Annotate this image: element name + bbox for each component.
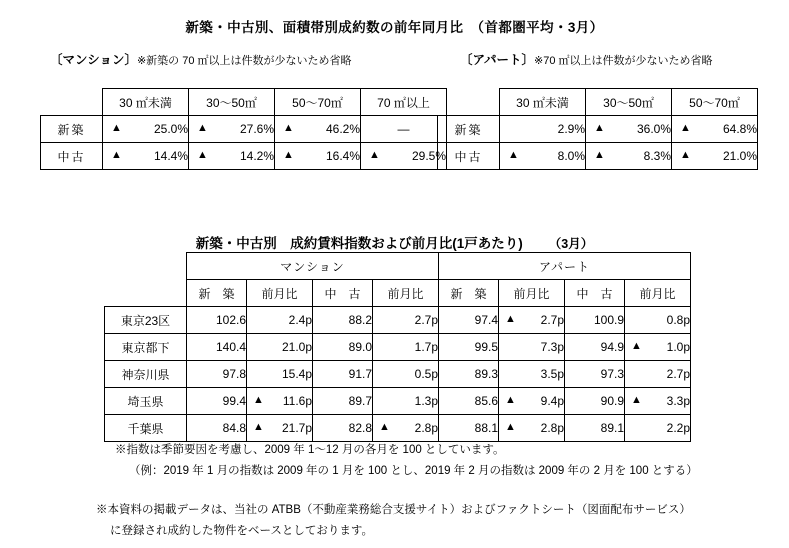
triangle-icon: ▲	[680, 149, 691, 161]
triangle-icon: ▲	[594, 149, 605, 161]
cell-value: 88.2	[348, 313, 372, 327]
cell-value: 11.6p	[282, 394, 312, 408]
data-cell	[586, 116, 672, 143]
data-cell	[439, 388, 499, 415]
mansion-caption	[50, 50, 352, 68]
cell-value: 0.5p	[414, 367, 438, 381]
data-cell	[625, 307, 691, 334]
apart-caption-bracket: 〔アパート〕	[460, 53, 535, 67]
column-header: 30 ㎡未満	[500, 89, 586, 116]
cell-value: 88.1	[474, 421, 498, 435]
triangle-icon: ▲	[631, 394, 642, 406]
data-cell	[275, 143, 361, 170]
data-cell	[189, 116, 275, 143]
cell-value: 140.4	[215, 340, 246, 354]
column-header: 50～70㎡	[672, 89, 758, 116]
cell-value: 97.8	[222, 367, 246, 381]
cell-value: 15.4p	[281, 367, 312, 381]
triangle-icon: ▲	[197, 149, 208, 161]
corner-cell	[41, 89, 103, 116]
cell-value: 2.7p	[540, 313, 564, 327]
data-cell	[373, 361, 439, 388]
cell-value: 2.2p	[666, 421, 690, 435]
cell-value: 2.8p	[414, 421, 438, 435]
triangle-icon: ▲	[369, 149, 380, 161]
section2-title: 新築・中古別 成約賃料指数および前月比(1戸あたり)	[195, 236, 523, 251]
cell-value: 1.7p	[414, 340, 438, 354]
triangle-icon: ▲	[379, 421, 390, 433]
cell-value: 97.4	[474, 313, 498, 327]
data-cell	[439, 415, 499, 442]
cell-value: 2.8p	[540, 421, 564, 435]
data-cell	[625, 388, 691, 415]
footnote-line-1: ※本資料の掲載データは、当社の ATBB（不動産業務総合支援サイト）およびファクトシート（図面配布サービス）	[96, 504, 691, 516]
cell-value: 21.0%	[722, 149, 757, 163]
column-header: 新 築	[439, 280, 499, 307]
table-row	[105, 415, 691, 442]
data-cell	[103, 116, 189, 143]
data-cell	[439, 307, 499, 334]
cell-value: 3.3p	[666, 394, 690, 408]
table-row	[105, 334, 691, 361]
data-cell	[499, 415, 565, 442]
column-header: 30～50㎡	[586, 89, 672, 116]
table-row	[105, 307, 691, 334]
data-cell	[313, 307, 373, 334]
section2-month: （3月）	[548, 237, 594, 251]
cell-value: 8.3%	[643, 149, 671, 163]
row-header: 新築	[438, 116, 500, 143]
data-cell	[439, 334, 499, 361]
data-cell	[187, 307, 247, 334]
data-cell: —	[361, 116, 447, 143]
apart-caption	[460, 50, 713, 68]
cell-value: 1.3p	[414, 394, 438, 408]
cell-value: 85.6	[474, 394, 498, 408]
data-cell	[247, 388, 313, 415]
data-cell	[565, 361, 625, 388]
cell-value: 89.1	[600, 421, 624, 435]
cell-value: 25.0%	[153, 122, 188, 136]
cell-value: 0.8p	[666, 313, 690, 327]
table-row	[41, 116, 447, 143]
data-cell	[625, 415, 691, 442]
group-header-apart: アパート	[439, 253, 691, 280]
row-header: 中古	[438, 143, 500, 170]
cell-value: 21.0p	[281, 340, 312, 354]
data-cell	[499, 388, 565, 415]
column-header: 50～70㎡	[275, 89, 361, 116]
data-cell	[187, 388, 247, 415]
data-cell	[313, 388, 373, 415]
cell-value: 36.0%	[636, 122, 671, 136]
table-row	[438, 143, 758, 170]
column-header: 中 古	[565, 280, 625, 307]
cell-value: 99.4	[222, 394, 246, 408]
triangle-icon: ▲	[253, 394, 264, 406]
apart-caption-note: ※70 ㎡以上は件数が少ないため省略	[534, 55, 713, 67]
row-header: 東京都下	[105, 334, 187, 361]
data-cell	[439, 361, 499, 388]
data-cell	[565, 334, 625, 361]
data-cell	[187, 334, 247, 361]
cell-value: 82.8	[348, 421, 372, 435]
cell-value: 89.7	[348, 394, 372, 408]
cell-value: 14.4%	[153, 149, 188, 163]
triangle-icon: ▲	[680, 122, 691, 134]
data-cell	[247, 334, 313, 361]
mansion-caption-note: ※新築の 70 ㎡以上は件数が少ないため省略	[136, 55, 352, 67]
data-cell	[565, 307, 625, 334]
data-cell	[625, 334, 691, 361]
cell-value: 21.7p	[281, 421, 312, 435]
corner-cell	[105, 253, 187, 307]
triangle-icon: ▲	[505, 421, 516, 433]
table-row	[105, 361, 691, 388]
column-header: 30～50㎡	[189, 89, 275, 116]
data-cell	[499, 334, 565, 361]
cell-value: 16.4%	[325, 149, 360, 163]
corner-cell	[438, 89, 500, 116]
triangle-icon: ▲	[505, 313, 516, 325]
cell-value: 91.7	[348, 367, 372, 381]
triangle-icon: ▲	[283, 149, 294, 161]
mansion-yoy-table	[40, 88, 447, 170]
rent-index-table	[104, 252, 691, 442]
note-line-2: （例：2019 年 1 月の指数は 2009 年の 1 月を 100 とし、2019 年 2 月の指数は 2009 年の 2 月を 100 とする）	[129, 465, 698, 478]
notes-block	[115, 440, 698, 483]
apart-yoy-table	[437, 88, 758, 170]
triangle-icon: ▲	[508, 149, 519, 161]
column-header: 前月比	[625, 280, 691, 307]
row-header: 新築	[41, 116, 103, 143]
note-line-1: ※指数は季節要因を考慮し、2009 年 1～12 月の各月を 100 としています。	[115, 444, 505, 456]
row-header: 千葉県	[105, 415, 187, 442]
column-header: 前月比	[499, 280, 565, 307]
data-cell	[373, 388, 439, 415]
data-cell	[499, 307, 565, 334]
data-cell	[672, 116, 758, 143]
data-cell	[373, 307, 439, 334]
cell-value: 97.3	[600, 367, 624, 381]
data-cell	[373, 415, 439, 442]
row-header: 埼玉県	[105, 388, 187, 415]
data-cell	[499, 361, 565, 388]
table-subheader-row	[105, 280, 691, 307]
cell-value: 99.5	[474, 340, 498, 354]
row-header: 中古	[41, 143, 103, 170]
table-header-row	[438, 89, 758, 116]
cell-value: 29.5%	[411, 149, 446, 163]
triangle-icon: ▲	[197, 122, 208, 134]
data-cell	[313, 361, 373, 388]
cell-value: 64.8%	[722, 122, 757, 136]
column-header: 70 ㎡以上	[361, 89, 447, 116]
row-header: 神奈川県	[105, 361, 187, 388]
data-cell	[247, 307, 313, 334]
cell-value: 7.3p	[540, 340, 564, 354]
footnote-block	[96, 500, 691, 541]
cell-value: 90.9	[600, 394, 624, 408]
triangle-icon: ▲	[111, 122, 122, 134]
column-header: 新 築	[187, 280, 247, 307]
cell-value: 8.0%	[557, 149, 585, 163]
cell-value: 46.2%	[325, 122, 360, 136]
footnote-line-2: に登録され成約した物件をベースとしております。	[110, 524, 374, 537]
data-cell	[625, 361, 691, 388]
data-cell	[103, 143, 189, 170]
table-header-row	[41, 89, 447, 116]
column-header: 前月比	[247, 280, 313, 307]
cell-value: 14.2%	[239, 149, 274, 163]
cell-value: 89.0	[348, 340, 372, 354]
data-cell	[187, 415, 247, 442]
data-cell	[565, 388, 625, 415]
data-cell	[275, 116, 361, 143]
data-cell	[565, 415, 625, 442]
section2-title-row	[0, 232, 789, 252]
data-cell	[313, 334, 373, 361]
data-cell	[187, 361, 247, 388]
data-cell	[247, 415, 313, 442]
data-cell	[500, 116, 586, 143]
data-cell	[672, 143, 758, 170]
cell-value: 1.0p	[666, 340, 690, 354]
data-cell	[189, 143, 275, 170]
cell-value: 3.5p	[540, 367, 564, 381]
column-header: 30 ㎡未満	[103, 89, 189, 116]
cell-value: 2.9%	[557, 122, 585, 136]
cell-value: 102.6	[215, 313, 246, 327]
row-header: 東京23区	[105, 307, 187, 334]
cell-value: 89.3	[474, 367, 498, 381]
group-header-mansion: マンション	[187, 253, 439, 280]
triangle-icon: ▲	[631, 340, 642, 352]
table-group-header-row	[105, 253, 691, 280]
cell-value: 27.6%	[239, 122, 274, 136]
triangle-icon: ▲	[253, 421, 264, 433]
data-cell	[586, 143, 672, 170]
triangle-icon: ▲	[594, 122, 605, 134]
data-cell	[313, 415, 373, 442]
section1-title: 新築・中古別、面積帯別成約数の前年同月比 （首都圏平均・3月）	[185, 20, 604, 35]
cell-value: 94.9	[600, 340, 624, 354]
cell-value: 2.7p	[666, 367, 690, 381]
cell-value: 100.9	[593, 313, 624, 327]
cell-value: 84.8	[222, 421, 246, 435]
table-row	[438, 116, 758, 143]
triangle-icon: ▲	[505, 394, 516, 406]
data-cell	[500, 143, 586, 170]
triangle-icon: ▲	[283, 122, 294, 134]
data-cell	[361, 143, 447, 170]
table-row	[105, 388, 691, 415]
cell-value: 2.7p	[414, 313, 438, 327]
data-cell	[373, 334, 439, 361]
cell-value: 2.4p	[288, 313, 312, 327]
mansion-caption-bracket: 〔マンション〕	[50, 53, 137, 67]
table-row	[41, 143, 447, 170]
column-header: 中 古	[313, 280, 373, 307]
column-header: 前月比	[373, 280, 439, 307]
data-cell	[247, 361, 313, 388]
cell-value: 9.4p	[540, 394, 564, 408]
triangle-icon: ▲	[111, 149, 122, 161]
